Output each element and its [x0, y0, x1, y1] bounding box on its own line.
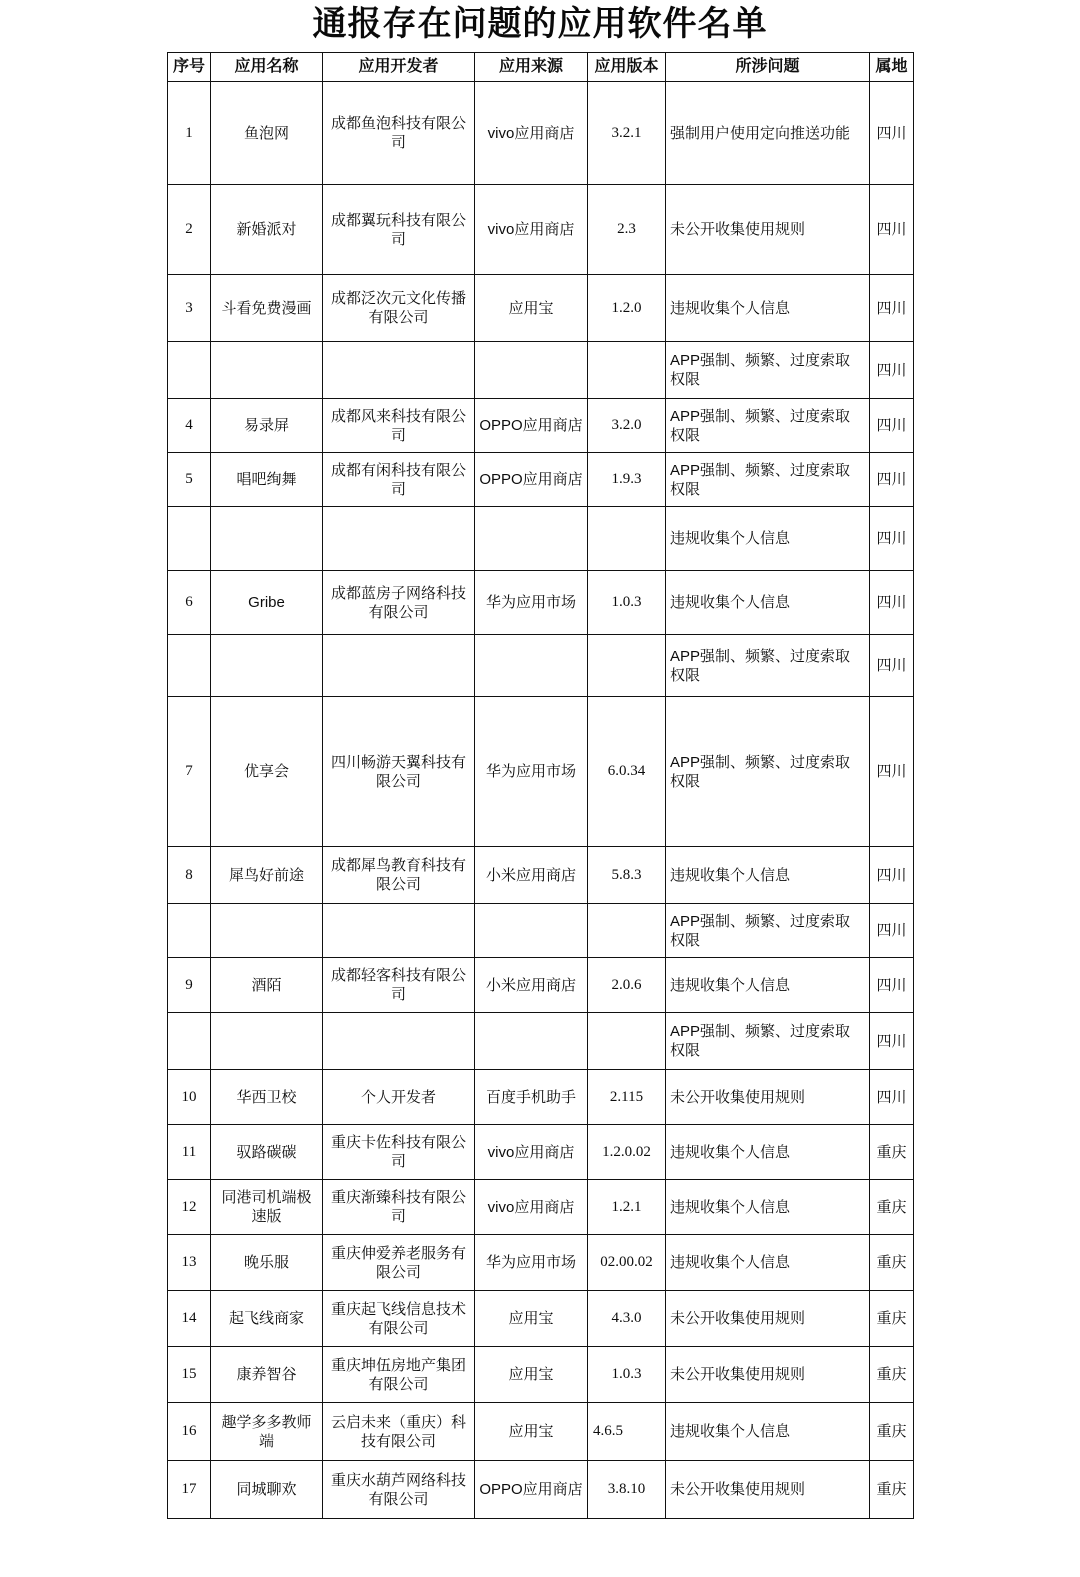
cell-developer: 成都蓝房子网络科技有限公司: [323, 571, 475, 635]
cell-region: 重庆: [870, 1291, 914, 1347]
cell-region: 重庆: [870, 1347, 914, 1403]
table-row: [168, 453, 914, 507]
cell-source: 应用宝: [475, 1403, 588, 1461]
cell-version: 1.2.0: [588, 275, 666, 342]
cell-issue: 违规收集个人信息: [666, 507, 870, 571]
cell-app-name: 华西卫校: [211, 1070, 323, 1125]
cell-source: vivo应用商店: [475, 1180, 588, 1235]
cell-region: 四川: [870, 453, 914, 507]
table-row: [168, 507, 914, 571]
cell-region: 重庆: [870, 1403, 914, 1461]
cell-issue: 违规收集个人信息: [666, 847, 870, 904]
cell-issue: APP强制、频繁、过度索取权限: [666, 342, 870, 399]
cell-developer: 成都犀鸟教育科技有限公司: [323, 847, 475, 904]
cell-index: 13: [168, 1235, 211, 1291]
cell-developer: 成都有闲科技有限公司: [323, 453, 475, 507]
cell-app-name: 同城聊欢: [211, 1461, 323, 1519]
cell-region: 重庆: [870, 1180, 914, 1235]
cell-region: 四川: [870, 185, 914, 275]
cell-developer: [323, 342, 475, 399]
cell-source: [475, 342, 588, 399]
cell-version: 1.2.0.02: [588, 1125, 666, 1180]
cell-index: 10: [168, 1070, 211, 1125]
cell-region: 四川: [870, 399, 914, 453]
table-row: [168, 1347, 914, 1403]
cell-source: 华为应用市场: [475, 697, 588, 847]
cell-index: [168, 904, 211, 958]
cell-developer: [323, 635, 475, 697]
cell-index: 8: [168, 847, 211, 904]
table-row: [168, 1235, 914, 1291]
cell-version: 2.0.6: [588, 958, 666, 1013]
cell-issue: 违规收集个人信息: [666, 275, 870, 342]
cell-source: OPPO应用商店: [475, 399, 588, 453]
cell-issue: 违规收集个人信息: [666, 958, 870, 1013]
cell-region: 四川: [870, 904, 914, 958]
cell-index: 16: [168, 1403, 211, 1461]
app-violation-table: [167, 52, 914, 1519]
cell-developer: 成都翼玩科技有限公司: [323, 185, 475, 275]
cell-app-name: 犀鸟好前途: [211, 847, 323, 904]
cell-index: 6: [168, 571, 211, 635]
table-row: [168, 275, 914, 342]
cell-app-name: [211, 635, 323, 697]
cell-version: [588, 507, 666, 571]
cell-version: [588, 342, 666, 399]
cell-version: [588, 635, 666, 697]
cell-version: 2.3: [588, 185, 666, 275]
cell-developer: 重庆起飞线信息技术有限公司: [323, 1291, 475, 1347]
cell-developer: 重庆坤伍房地产集团有限公司: [323, 1347, 475, 1403]
cell-source: OPPO应用商店: [475, 453, 588, 507]
cell-issue: 未公开收集使用规则: [666, 185, 870, 275]
cell-region: 重庆: [870, 1235, 914, 1291]
cell-index: 4: [168, 399, 211, 453]
cell-version: 4.6.5: [588, 1403, 666, 1461]
cell-developer: 个人开发者: [323, 1070, 475, 1125]
table-row: [168, 185, 914, 275]
cell-issue: 未公开收集使用规则: [666, 1461, 870, 1519]
cell-index: [168, 635, 211, 697]
cell-version: 2.115: [588, 1070, 666, 1125]
cell-developer: 重庆伸爱养老服务有限公司: [323, 1235, 475, 1291]
table-row: [168, 847, 914, 904]
cell-version: 1.9.3: [588, 453, 666, 507]
cell-issue: 违规收集个人信息: [666, 571, 870, 635]
cell-version: [588, 1013, 666, 1070]
cell-issue: APP强制、频繁、过度索取权限: [666, 1013, 870, 1070]
column-header-issue: 所涉问题: [666, 53, 870, 82]
cell-app-name: 唱吧绚舞: [211, 453, 323, 507]
cell-region: 重庆: [870, 1461, 914, 1519]
table-row: [168, 399, 914, 453]
cell-region: 四川: [870, 1013, 914, 1070]
cell-index: 11: [168, 1125, 211, 1180]
column-header-version: 应用版本: [588, 53, 666, 82]
cell-version: 1.2.1: [588, 1180, 666, 1235]
page-title: 通报存在问题的应用软件名单: [312, 5, 768, 43]
cell-version: 1.0.3: [588, 571, 666, 635]
cell-developer: [323, 1013, 475, 1070]
cell-app-name: 晚乐服: [211, 1235, 323, 1291]
cell-issue: 违规收集个人信息: [666, 1180, 870, 1235]
cell-developer: 四川畅游天翼科技有限公司: [323, 697, 475, 847]
cell-developer: 重庆卡佐科技有限公司: [323, 1125, 475, 1180]
cell-developer: 成都鱼泡科技有限公司: [323, 82, 475, 185]
cell-region: 四川: [870, 275, 914, 342]
cell-app-name: 驭路碳碳: [211, 1125, 323, 1180]
cell-issue: APP强制、频繁、过度索取权限: [666, 635, 870, 697]
cell-source: 华为应用市场: [475, 1235, 588, 1291]
cell-issue: 违规收集个人信息: [666, 1403, 870, 1461]
cell-developer: 成都风来科技有限公司: [323, 399, 475, 453]
cell-index: 14: [168, 1291, 211, 1347]
cell-issue: APP强制、频繁、过度索取权限: [666, 453, 870, 507]
cell-region: 四川: [870, 1070, 914, 1125]
cell-region: 四川: [870, 847, 914, 904]
cell-index: 15: [168, 1347, 211, 1403]
cell-index: 2: [168, 185, 211, 275]
table-row: [168, 1291, 914, 1347]
cell-region: 四川: [870, 82, 914, 185]
cell-region: 四川: [870, 342, 914, 399]
column-header-region: 属地: [870, 53, 914, 82]
cell-developer: 成都泛次元文化传播有限公司: [323, 275, 475, 342]
table-row: [168, 82, 914, 185]
cell-version: 4.3.0: [588, 1291, 666, 1347]
report-table-container: [167, 52, 913, 1519]
cell-app-name: 斗看免费漫画: [211, 275, 323, 342]
cell-index: 3: [168, 275, 211, 342]
cell-index: 7: [168, 697, 211, 847]
cell-version: [588, 904, 666, 958]
cell-issue: 未公开收集使用规则: [666, 1347, 870, 1403]
cell-developer: 成都轻客科技有限公司: [323, 958, 475, 1013]
cell-region: 四川: [870, 635, 914, 697]
cell-source: [475, 904, 588, 958]
cell-region: 四川: [870, 697, 914, 847]
cell-source: 应用宝: [475, 275, 588, 342]
table-row: [168, 571, 914, 635]
cell-version: 5.8.3: [588, 847, 666, 904]
table-row: [168, 697, 914, 847]
cell-source: vivo应用商店: [475, 185, 588, 275]
cell-source: 小米应用商店: [475, 958, 588, 1013]
table-row: [168, 1070, 914, 1125]
table-row: [168, 1461, 914, 1519]
cell-app-name: [211, 904, 323, 958]
cell-issue: 违规收集个人信息: [666, 1235, 870, 1291]
cell-version: 6.0.34: [588, 697, 666, 847]
cell-source: vivo应用商店: [475, 82, 588, 185]
cell-developer: 重庆水葫芦网络科技有限公司: [323, 1461, 475, 1519]
cell-app-name: 易录屏: [211, 399, 323, 453]
cell-index: 1: [168, 82, 211, 185]
table-row: [168, 958, 914, 1013]
cell-issue: 违规收集个人信息: [666, 1125, 870, 1180]
cell-index: [168, 507, 211, 571]
cell-app-name: 优享会: [211, 697, 323, 847]
cell-app-name: Gribe: [211, 571, 323, 635]
table-row: [168, 904, 914, 958]
cell-index: [168, 1013, 211, 1070]
cell-source: [475, 635, 588, 697]
table-row: [168, 1403, 914, 1461]
cell-developer: [323, 507, 475, 571]
cell-app-name: [211, 1013, 323, 1070]
table-header: [168, 53, 914, 82]
cell-issue: APP强制、频繁、过度索取权限: [666, 904, 870, 958]
cell-region: 四川: [870, 571, 914, 635]
cell-issue: 未公开收集使用规则: [666, 1291, 870, 1347]
cell-app-name: 鱼泡网: [211, 82, 323, 185]
cell-index: 12: [168, 1180, 211, 1235]
cell-source: OPPO应用商店: [475, 1461, 588, 1519]
cell-index: [168, 342, 211, 399]
cell-app-name: [211, 507, 323, 571]
cell-source: 华为应用市场: [475, 571, 588, 635]
cell-region: 重庆: [870, 1125, 914, 1180]
cell-issue: 强制用户使用定向推送功能: [666, 82, 870, 185]
cell-app-name: 起飞线商家: [211, 1291, 323, 1347]
cell-version: 3.2.0: [588, 399, 666, 453]
cell-issue: APP强制、频繁、过度索取权限: [666, 697, 870, 847]
column-header-index: 序号: [168, 53, 211, 82]
table-row: [168, 1013, 914, 1070]
cell-app-name: [211, 342, 323, 399]
cell-app-name: 酒陌: [211, 958, 323, 1013]
cell-region: 四川: [870, 507, 914, 571]
cell-issue: APP强制、频繁、过度索取权限: [666, 399, 870, 453]
cell-developer: 云启未来（重庆）科技有限公司: [323, 1403, 475, 1461]
cell-source: 百度手机助手: [475, 1070, 588, 1125]
column-header-app-name: 应用名称: [211, 53, 323, 82]
table-row: [168, 635, 914, 697]
cell-app-name: 同港司机端极速版: [211, 1180, 323, 1235]
cell-app-name: 趣学多多教师端: [211, 1403, 323, 1461]
table-row: [168, 1180, 914, 1235]
cell-index: 9: [168, 958, 211, 1013]
table-row: [168, 1125, 914, 1180]
cell-app-name: 康养智谷: [211, 1347, 323, 1403]
cell-source: 小米应用商店: [475, 847, 588, 904]
cell-source: vivo应用商店: [475, 1125, 588, 1180]
cell-version: 02.00.02: [588, 1235, 666, 1291]
cell-index: 5: [168, 453, 211, 507]
cell-index: 17: [168, 1461, 211, 1519]
cell-developer: 重庆渐臻科技有限公司: [323, 1180, 475, 1235]
cell-region: 四川: [870, 958, 914, 1013]
cell-version: 3.8.10: [588, 1461, 666, 1519]
cell-app-name: 新婚派对: [211, 185, 323, 275]
cell-source: [475, 1013, 588, 1070]
cell-version: 3.2.1: [588, 82, 666, 185]
table-header-row: [168, 53, 914, 82]
cell-version: 1.0.3: [588, 1347, 666, 1403]
cell-source: 应用宝: [475, 1347, 588, 1403]
column-header-source: 应用来源: [475, 53, 588, 82]
cell-source: 应用宝: [475, 1291, 588, 1347]
cell-issue: 未公开收集使用规则: [666, 1070, 870, 1125]
cell-developer: [323, 904, 475, 958]
cell-source: [475, 507, 588, 571]
table-body: [168, 82, 914, 1519]
table-row: [168, 342, 914, 399]
column-header-developer: 应用开发者: [323, 53, 475, 82]
